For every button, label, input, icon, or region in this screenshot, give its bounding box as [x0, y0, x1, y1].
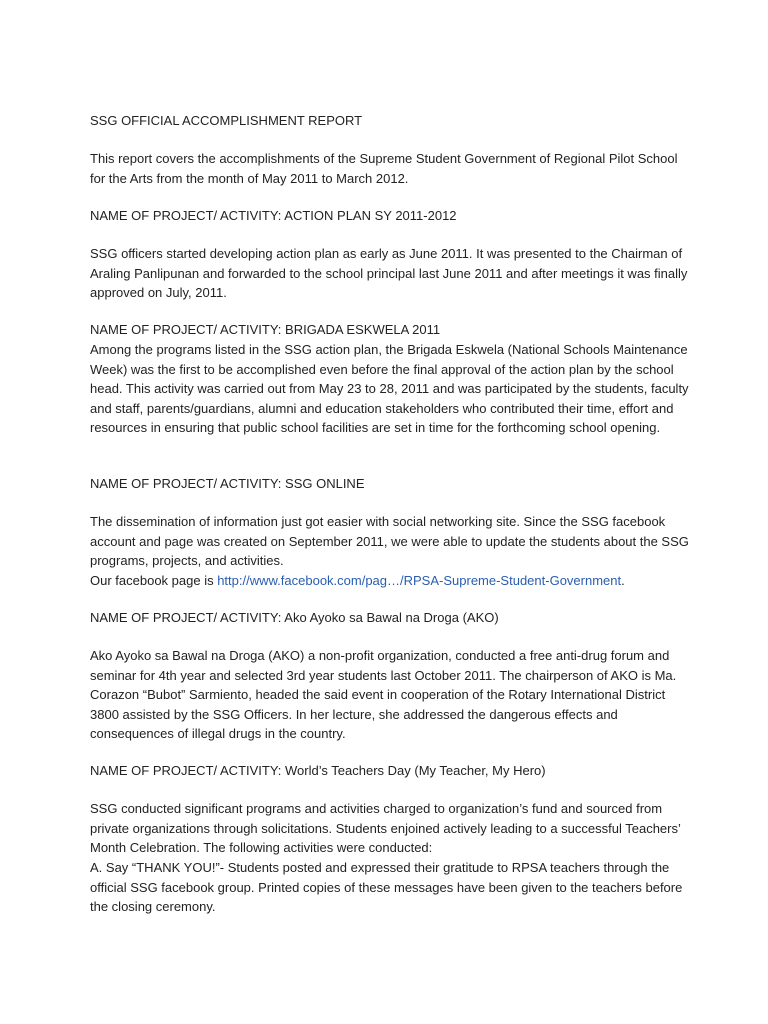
document-title: SSG OFFICIAL ACCOMPLISHMENT REPORT	[90, 113, 363, 128]
intro-paragraph: This report covers the accomplishments of the Supreme Student Government of Regional Pilot School for the Arts from the month of May 2011 to March 2012.	[90, 151, 678, 186]
facebook-page-link[interactable]: http://www.facebook.com/pag…/RPSA-Supreme-Student-Government	[217, 573, 622, 588]
teachers-day-item-a: A. Say “THANK YOU!”- Students posted and expressed their gratitude to RPSA teachers through the official SSG facebook group. Printed copies of these messages have been given to the teachers before the closing ceremony.	[90, 860, 683, 914]
section-body-teachers-day: SSG conducted significant programs and activities charged to organization’s fund and sourced from private organizations through solicitations. Students enjoined actively leading to a successful Teachers’ Month Celebration. The following activities were conducted:	[90, 801, 681, 855]
facebook-link-suffix: .	[621, 573, 625, 588]
section-body-ako: Ako Ayoko sa Bawal na Droga (AKO) a non-profit organization, conducted a free anti-drug forum and seminar for 4th year and selected 3rd year students last October 2011. The chairperson of AKO is Ma. Corazon “Bubot” Sarmiento, headed the said event in cooperation of the Rotary International District 3800 assisted by the SSG Officers. In her lecture, she addressed the dangerous effects and consequences of illegal drugs in the country.	[90, 648, 677, 741]
section-heading-action-plan: NAME OF PROJECT/ ACTIVITY: ACTION PLAN SY 2011-2012	[90, 208, 457, 223]
section-heading-brigada-eskwela: NAME OF PROJECT/ ACTIVITY: BRIGADA ESKWELA 2011	[90, 322, 441, 337]
section-heading-ssg-online: NAME OF PROJECT/ ACTIVITY: SSG ONLINE	[90, 476, 365, 491]
section-heading-ako: NAME OF PROJECT/ ACTIVITY: Ako Ayoko sa Bawal na Droga (AKO)	[90, 610, 499, 625]
section-heading-teachers-day: NAME OF PROJECT/ ACTIVITY: World’s Teachers Day (My Teacher, My Hero)	[90, 763, 546, 778]
section-body-ssg-online: The dissemination of information just got easier with social networking site. Since the SSG facebook account and page was created on September 2011, we were able to update the students about the SSG programs, projects, and activities.	[90, 514, 689, 568]
section-body-action-plan: SSG officers started developing action plan as early as June 2011. It was presented to the Chairman of Araling Panlipunan and forwarded to the school principal last June 2011 and after meetings it was finally approved on July, 2011.	[90, 246, 688, 300]
section-body-brigada-eskwela: Among the programs listed in the SSG action plan, the Brigada Eskwela (National Schools Maintenance Week) was the first to be accomplished even before the final approval of the action plan by the school head. This activity was carried out from May 23 to 28, 2011 and was participated by the students, faculty and staff, parents/guardians, alumni and education stakeholders who contributed their time, effort and resources in ensuring that public school facilities are set in time for the forthcoming school opening.	[90, 342, 689, 435]
facebook-link-prefix: Our facebook page is	[90, 573, 218, 588]
facebook-link-line	[90, 571, 690, 591]
